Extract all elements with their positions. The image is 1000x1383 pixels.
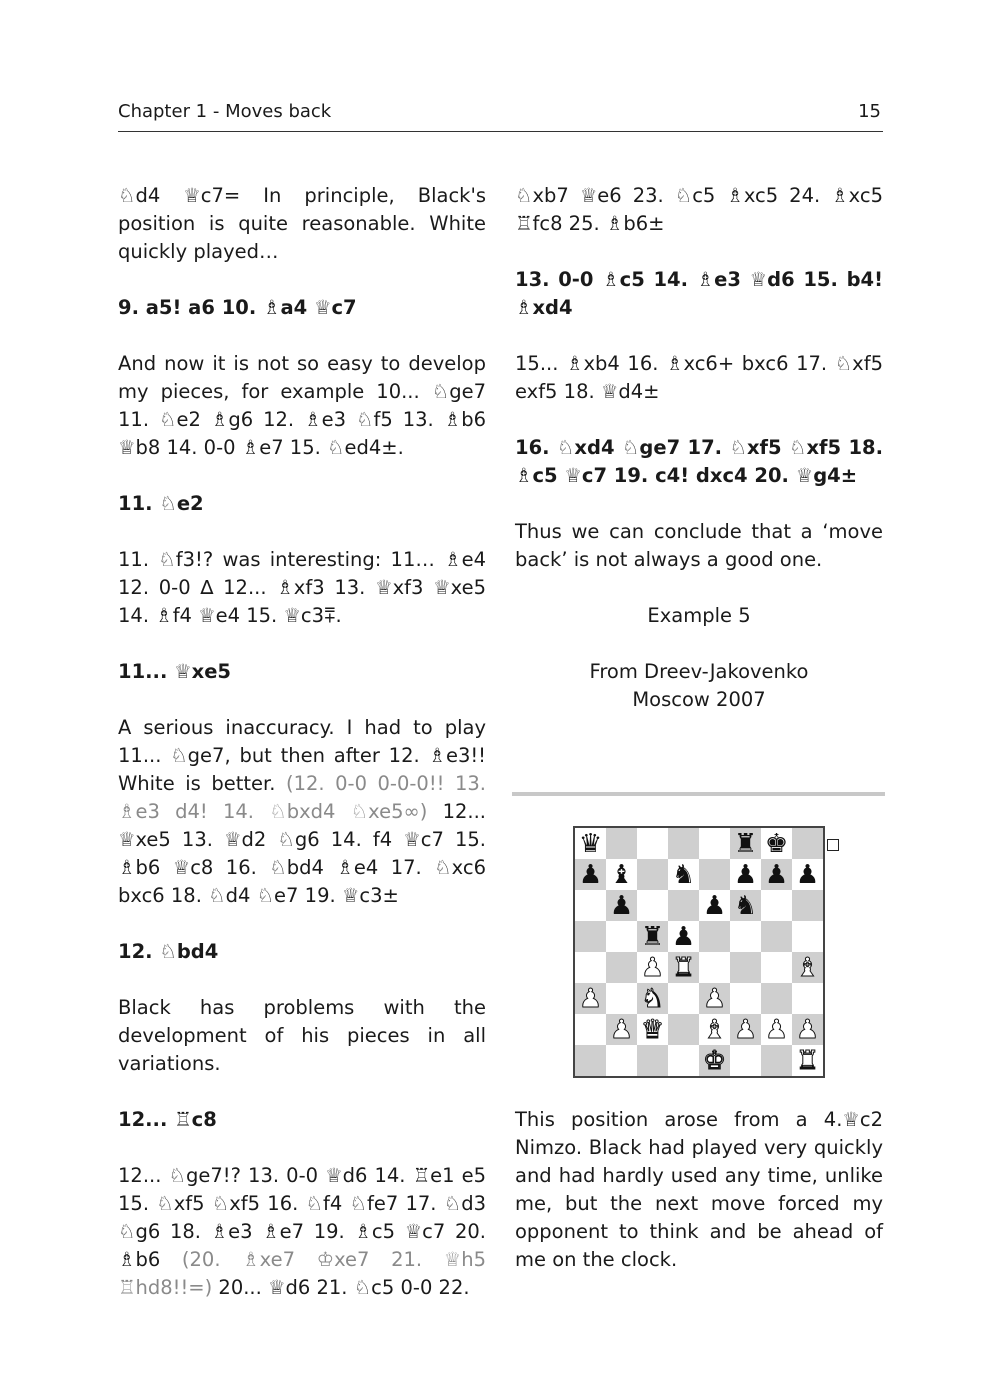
right-column [515,182,883,742]
white-pawn-f2: ♟ [730,1014,761,1045]
annotation-paragraph: 11. ♘f3!? was interesting: 11… ♗e4 12. 0-0 ∆ 12... ♗xf3 13. ♕xf3 ♕xe5 14. ♗f4 ♕e4 15. ♕c3⩱. [118,548,486,627]
square-f1 [730,1045,761,1076]
square-b4 [606,952,637,983]
square-d1 [668,1045,699,1076]
white-bishop-e2: ♝ [699,1014,730,1045]
white-pawn-b2: ♟ [606,1014,637,1045]
square-d3 [668,983,699,1014]
annotation-text: A serious inaccuracy. I had to play 11... ♘ge7, but then after 12. ♗e3!! White is better. [118,716,486,795]
black-queen-a8: ♛ [575,828,606,859]
square-g3 [761,983,792,1014]
white-pawn-h2: ♟ [792,1014,823,1045]
square-c7 [637,859,668,890]
square-c8 [637,828,668,859]
white-queen-c2: ♛ [637,1014,668,1045]
chapter-title: Chapter 1 - Moves back [118,101,332,122]
main-line-moves: 11. ♘e2 [118,492,204,515]
white-rook-d4: ♜ [668,952,699,983]
annotation-text: 20... ♕d6 21. ♘c5 0-0 22. [212,1276,470,1299]
main-line-moves: 12. ♘bd4 [118,940,219,963]
square-a4 [575,952,606,983]
black-pawn-b6: ♟ [606,890,637,921]
example-caption: From Dreev-Jakovenko Moscow 2007 [589,660,809,711]
white-bishop-h4: ♝ [792,952,823,983]
square-d8 [668,828,699,859]
square-a6 [575,890,606,921]
square-a1 [575,1045,606,1076]
white-knight-c3: ♞ [637,983,668,1014]
main-line-moves: 11... ♕xe5 [118,660,232,683]
square-c6 [637,890,668,921]
square-f3 [730,983,761,1014]
square-e5 [699,921,730,952]
square-a2 [575,1014,606,1045]
annotation-paragraph: Black has problems with the development of his pieces in all variations. [118,996,486,1075]
annotation-paragraph: ♘d4 ♕c7= In principle, Black's position is quite reasonable. White quickly played… [118,184,486,263]
white-pawn-g2: ♟ [761,1014,792,1045]
black-rook-f8: ♜ [730,828,761,859]
white-king-e1: ♚ [699,1045,730,1076]
square-e4 [699,952,730,983]
annotation-paragraph: And now it is not so easy to develop my pieces, for example 10... ♘ge7 11. ♘e2 ♗g6 12. ♗e3 ♘f5 13. ♗b6 ♕b8 14. 0-0 ♗e7 15. ♘ed4±. [118,352,486,459]
page-header [118,99,883,132]
black-knight-f6: ♞ [730,890,761,921]
side-variation: (20. ♗xe7 ♔xe7 21. ♕h5 ♖hd8!!=) [118,1248,486,1299]
annotation-paragraph: 15... ♗xb4 16. ♗xc6+ bxc6 17. ♘xf5 exf5 18. ♕d4± [515,352,883,403]
main-line-moves: 9. a5! a6 10. ♗a4 ♕c7 [118,296,357,319]
example-caption: Example 5 [647,604,751,627]
square-b3 [606,983,637,1014]
black-knight-d7: ♞ [668,859,699,890]
black-pawn-g7: ♟ [761,859,792,890]
white-rook-h1: ♜ [792,1045,823,1076]
main-line-moves: 16. ♘xd4 ♘ge7 17. ♘xf5 ♘xf5 18. ♗c5 ♕c7 19. c4! dxc4 20. ♕g4± [515,436,883,487]
square-f5 [730,921,761,952]
white-pawn-e3: ♟ [699,983,730,1014]
black-pawn-a7: ♟ [575,859,606,890]
square-h3 [792,983,823,1014]
annotation-paragraph [118,1162,486,1302]
square-d2 [668,1014,699,1045]
diagram-commentary: This position arose from a 4.♕c2 Nimzo. Black had played very quickly and had hardly used any time, unlike me, but the next move forced my opponent to think and be ahead of me on the clock. [515,1108,883,1271]
white-pawn-a3: ♟ [575,983,606,1014]
black-pawn-f7: ♟ [730,859,761,890]
side-variation: (12. 0-0 0-0-0!! 13. ♗e3 d4! 14. ♘bxd4 ♘xe5∞) [118,772,486,823]
black-king-g8: ♚ [761,828,792,859]
annotation-paragraph: ♘xb7 ♕e6 23. ♘c5 ♗xc5 24. ♗xc5 ♖fc8 25. ♗b6± [515,184,883,235]
chess-diagram [573,826,825,1078]
black-pawn-e6: ♟ [699,890,730,921]
white-pawn-c4: ♟ [637,952,668,983]
square-h5 [792,921,823,952]
square-e7 [699,859,730,890]
diagram-divider [512,792,885,796]
square-g5 [761,921,792,952]
annotation-text: 12... ♘ge7!? 13. 0-0 ♕d6 14. ♖e1 e5 15. ♘xf5 ♘xf5 16. ♘f4 ♘fe7 17. ♘d3 ♘g6 18. ♗e3 ♗e7 19. ♗c5 ♕c7 20. ♗b6 [118,1164,486,1271]
annotation-text: 12... ♕xe5 13. ♕d2 ♘g6 14. f4 ♕c7 15. ♗b6 ♕c8 16. ♘bd4 ♗e4 17. ♘xc6 bxc6 18. ♘d4 ♘e7 19. ♕c3± [118,800,486,907]
black-pawn-d5: ♟ [668,921,699,952]
square-h8 [792,828,823,859]
square-b8 [606,828,637,859]
square-b1 [606,1045,637,1076]
square-d6 [668,890,699,921]
square-g1 [761,1045,792,1076]
black-bishop-b7: ♝ [606,859,637,890]
black-pawn-h7: ♟ [792,859,823,890]
square-b5 [606,921,637,952]
square-c1 [637,1045,668,1076]
black-rook-c5: ♜ [637,921,668,952]
square-e8 [699,828,730,859]
main-line-moves: 12... ♖c8 [118,1108,217,1131]
square-g4 [761,952,792,983]
square-a5 [575,921,606,952]
main-line-moves: 13. 0-0 ♗c5 14. ♗e3 ♕d6 15. b4! ♗xd4 [515,268,883,319]
square-f4 [730,952,761,983]
left-column [118,182,486,1330]
square-g6 [761,890,792,921]
annotation-paragraph: Thus we can conclude that a ‘move back’ is not always a good one. [515,520,883,571]
annotation-paragraph [118,714,486,910]
page-number: 15 [858,101,881,122]
white-to-move-indicator [827,839,839,851]
square-h6 [792,890,823,921]
